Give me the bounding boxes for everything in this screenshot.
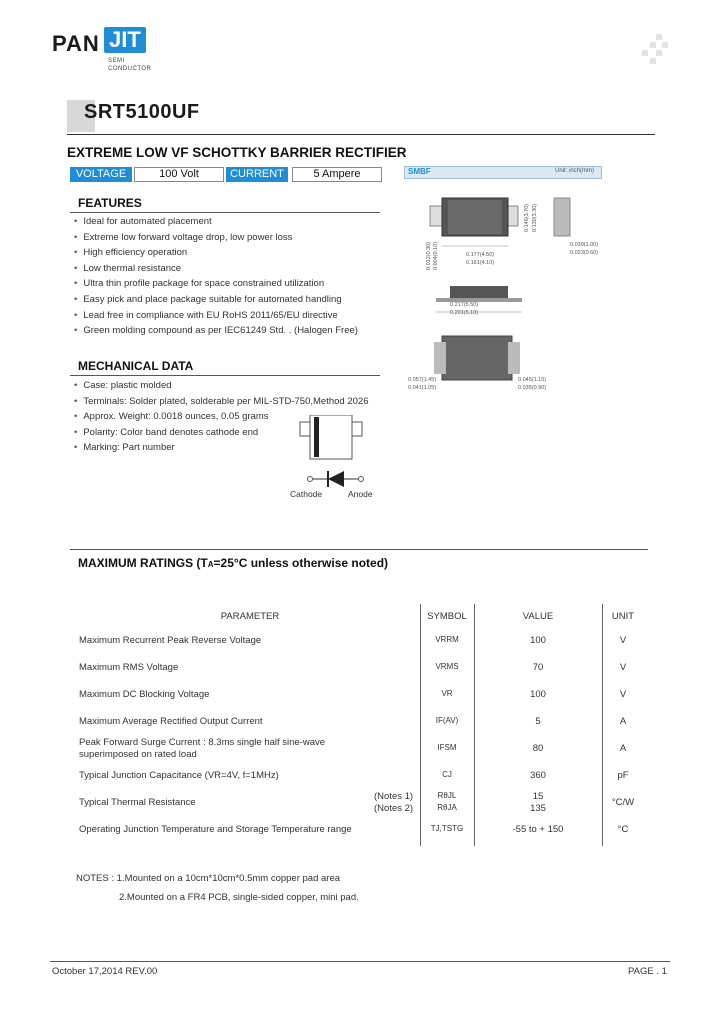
row-value: 5 (535, 716, 541, 727)
row-unit: V (619, 635, 627, 646)
cathode-label: Cathode (290, 489, 323, 499)
feature-item: • Ultra thin profile package for space constrained utilization (74, 276, 358, 292)
row-value: 360 (530, 770, 546, 781)
row-symbol: TJ,TSTG (430, 824, 464, 833)
row-value: 80 (532, 743, 544, 754)
row-parameter: Maximum Recurrent Peak Reverse Voltage (79, 635, 262, 646)
feature-item: • Ideal for automated placement (74, 214, 358, 230)
row-parameter: Operating Junction Temperature and Storage Temperature range (79, 824, 352, 835)
features-divider (70, 212, 380, 213)
row-note: (Notes 1) (374, 791, 414, 802)
ratings-title-prefix: MAXIMUM RATINGS (T (78, 556, 208, 570)
current-label: CURRENT (226, 167, 288, 182)
row-parameter-cont: superimposed on rated load (79, 749, 197, 760)
feature-item: • Low thermal resistance (74, 261, 358, 277)
mechanical-item: • Marking: Part number (74, 440, 368, 456)
row-symbol: RθJA (437, 803, 457, 812)
row-unit: V (619, 689, 627, 700)
ratings-top-divider (70, 549, 648, 550)
row-value: 15 (532, 791, 544, 802)
dim-label: 0.004(0.10) (433, 241, 439, 270)
mechanical-item: • Terminals: Solder plated, solderable per MIL-STD-750,Method 2026 (74, 394, 368, 410)
row-parameter: Maximum Average Rectified Output Current (79, 716, 263, 727)
header-symbol: SYMBOL (427, 611, 467, 622)
row-parameter: Typical Junction Capacitance (VR=4V, f=1MHz) (79, 770, 279, 781)
row-unit: V (619, 662, 627, 673)
mechanical-divider (70, 375, 380, 376)
corner-pattern-icon (636, 34, 670, 68)
features-title: FEATURES (78, 196, 142, 210)
footer-date: October 17,2014 REV.00 (52, 966, 158, 977)
row-symbol: IF(AV) (435, 716, 459, 725)
page-title: SRT5100UF (84, 101, 200, 123)
row-symbol: VRMS (435, 662, 459, 671)
dim-label: 0.041(1.05) (408, 385, 437, 391)
mechanical-title: MECHANICAL DATA (78, 359, 194, 373)
header-value: VALUE (522, 611, 554, 622)
feature-item: • Green molding compound as per IEC61249 Std. . (Halogen Free) (74, 323, 358, 339)
dim-label: 0.035(0.90) (518, 385, 547, 391)
footer-divider (50, 961, 670, 962)
row-symbol: CJ (442, 770, 452, 779)
row-unit: °C (617, 824, 629, 835)
package-outline-drawing (420, 190, 600, 410)
row-symbol: RθJL (437, 791, 457, 800)
note-2: 2.Mounted on a FR4 PCB, single-sided copper, mini pad. (119, 892, 359, 903)
row-value: 100 (530, 635, 546, 646)
feature-item: • Lead free in compliance with EU RoHS 2011/65/EU directive (74, 308, 358, 324)
note-1: NOTES : 1.Mounted on a 10cm*10cm*0.5mm copper pad area (76, 873, 341, 884)
product-subtitle: EXTREME LOW VF SCHOTTKY BARRIER RECTIFIER (67, 145, 407, 160)
diode-symbol-icon (300, 470, 370, 490)
dim-label: 0.201(5.10) (450, 310, 479, 316)
ratings-title-sub: A (207, 560, 214, 569)
dim-label: 0.130(3.30) (532, 203, 538, 232)
row-value: -55 to + 150 (512, 824, 564, 835)
header-parameter: PARAMETER (220, 611, 280, 622)
brand-logo-jit: JIT (104, 27, 146, 53)
dim-label: 0.177(4.50) (466, 252, 495, 258)
row-unit: A (619, 716, 627, 727)
feature-item: • Extreme low forward voltage drop, low power loss (74, 230, 358, 246)
row-symbol: VR (441, 689, 453, 698)
current-value: 5 Ampere (292, 167, 382, 182)
voltage-value: 100 Volt (134, 167, 224, 182)
row-value: 100 (530, 689, 546, 700)
ratings-title-rest: =25°C unless otherwise noted) (213, 556, 389, 570)
brand-logo-pan: PAN (52, 31, 100, 56)
mechanical-item: • Approx. Weight: 0.0018 ounces, 0.05 grams (74, 409, 368, 425)
feature-item: • Easy pick and place package suitable for automated handling (74, 292, 358, 308)
dim-label: 0.045(1.15) (518, 377, 547, 383)
package-unit: Unit: inch(mm) (555, 168, 595, 174)
dim-label: 0.146(3.70) (524, 203, 530, 232)
features-list (74, 214, 358, 339)
dim-label: 0.023(0.60) (570, 250, 599, 256)
row-unit: pF (617, 770, 629, 781)
row-parameter: Typical Thermal Resistance (79, 797, 196, 808)
row-note: (Notes 2) (374, 803, 414, 814)
header-unit: UNIT (611, 611, 635, 622)
voltage-label: VOLTAGE (70, 167, 132, 182)
dim-label: 0.012(0.30) (426, 241, 432, 270)
row-value: 135 (530, 803, 546, 814)
mechanical-item: • Case: plastic molded (74, 378, 368, 394)
row-symbol: IFSM (437, 743, 457, 752)
brand-sub-conductor: CONDUCTOR (108, 66, 152, 72)
footer-page: PAGE . 1 (628, 966, 667, 977)
row-parameter: Maximum DC Blocking Voltage (79, 689, 210, 700)
row-unit: °C/W (611, 797, 635, 808)
row-value: 70 (532, 662, 544, 673)
anode-label: Anode (348, 489, 373, 499)
dim-label: 0.057(1.45) (408, 377, 437, 383)
ratings-title (78, 556, 388, 570)
row-parameter: Maximum RMS Voltage (79, 662, 179, 673)
title-divider (67, 134, 655, 135)
row-parameter: Peak Forward Surge Current : 8.3ms single half sine-wave (79, 737, 326, 748)
row-unit: A (619, 743, 627, 754)
dim-label: 0.161(4.10) (466, 260, 495, 266)
row-symbol: VRRM (435, 635, 459, 644)
dim-label: 0.217(5.50) (450, 302, 479, 308)
package-name: SMBF (408, 167, 431, 176)
mechanical-item: • Polarity: Color band denotes cathode end (74, 425, 368, 441)
brand-sub-semi: SEMI (108, 58, 125, 64)
feature-item: • High efficiency operation (74, 245, 358, 261)
dim-label: 0.039(1.00) (570, 242, 599, 248)
